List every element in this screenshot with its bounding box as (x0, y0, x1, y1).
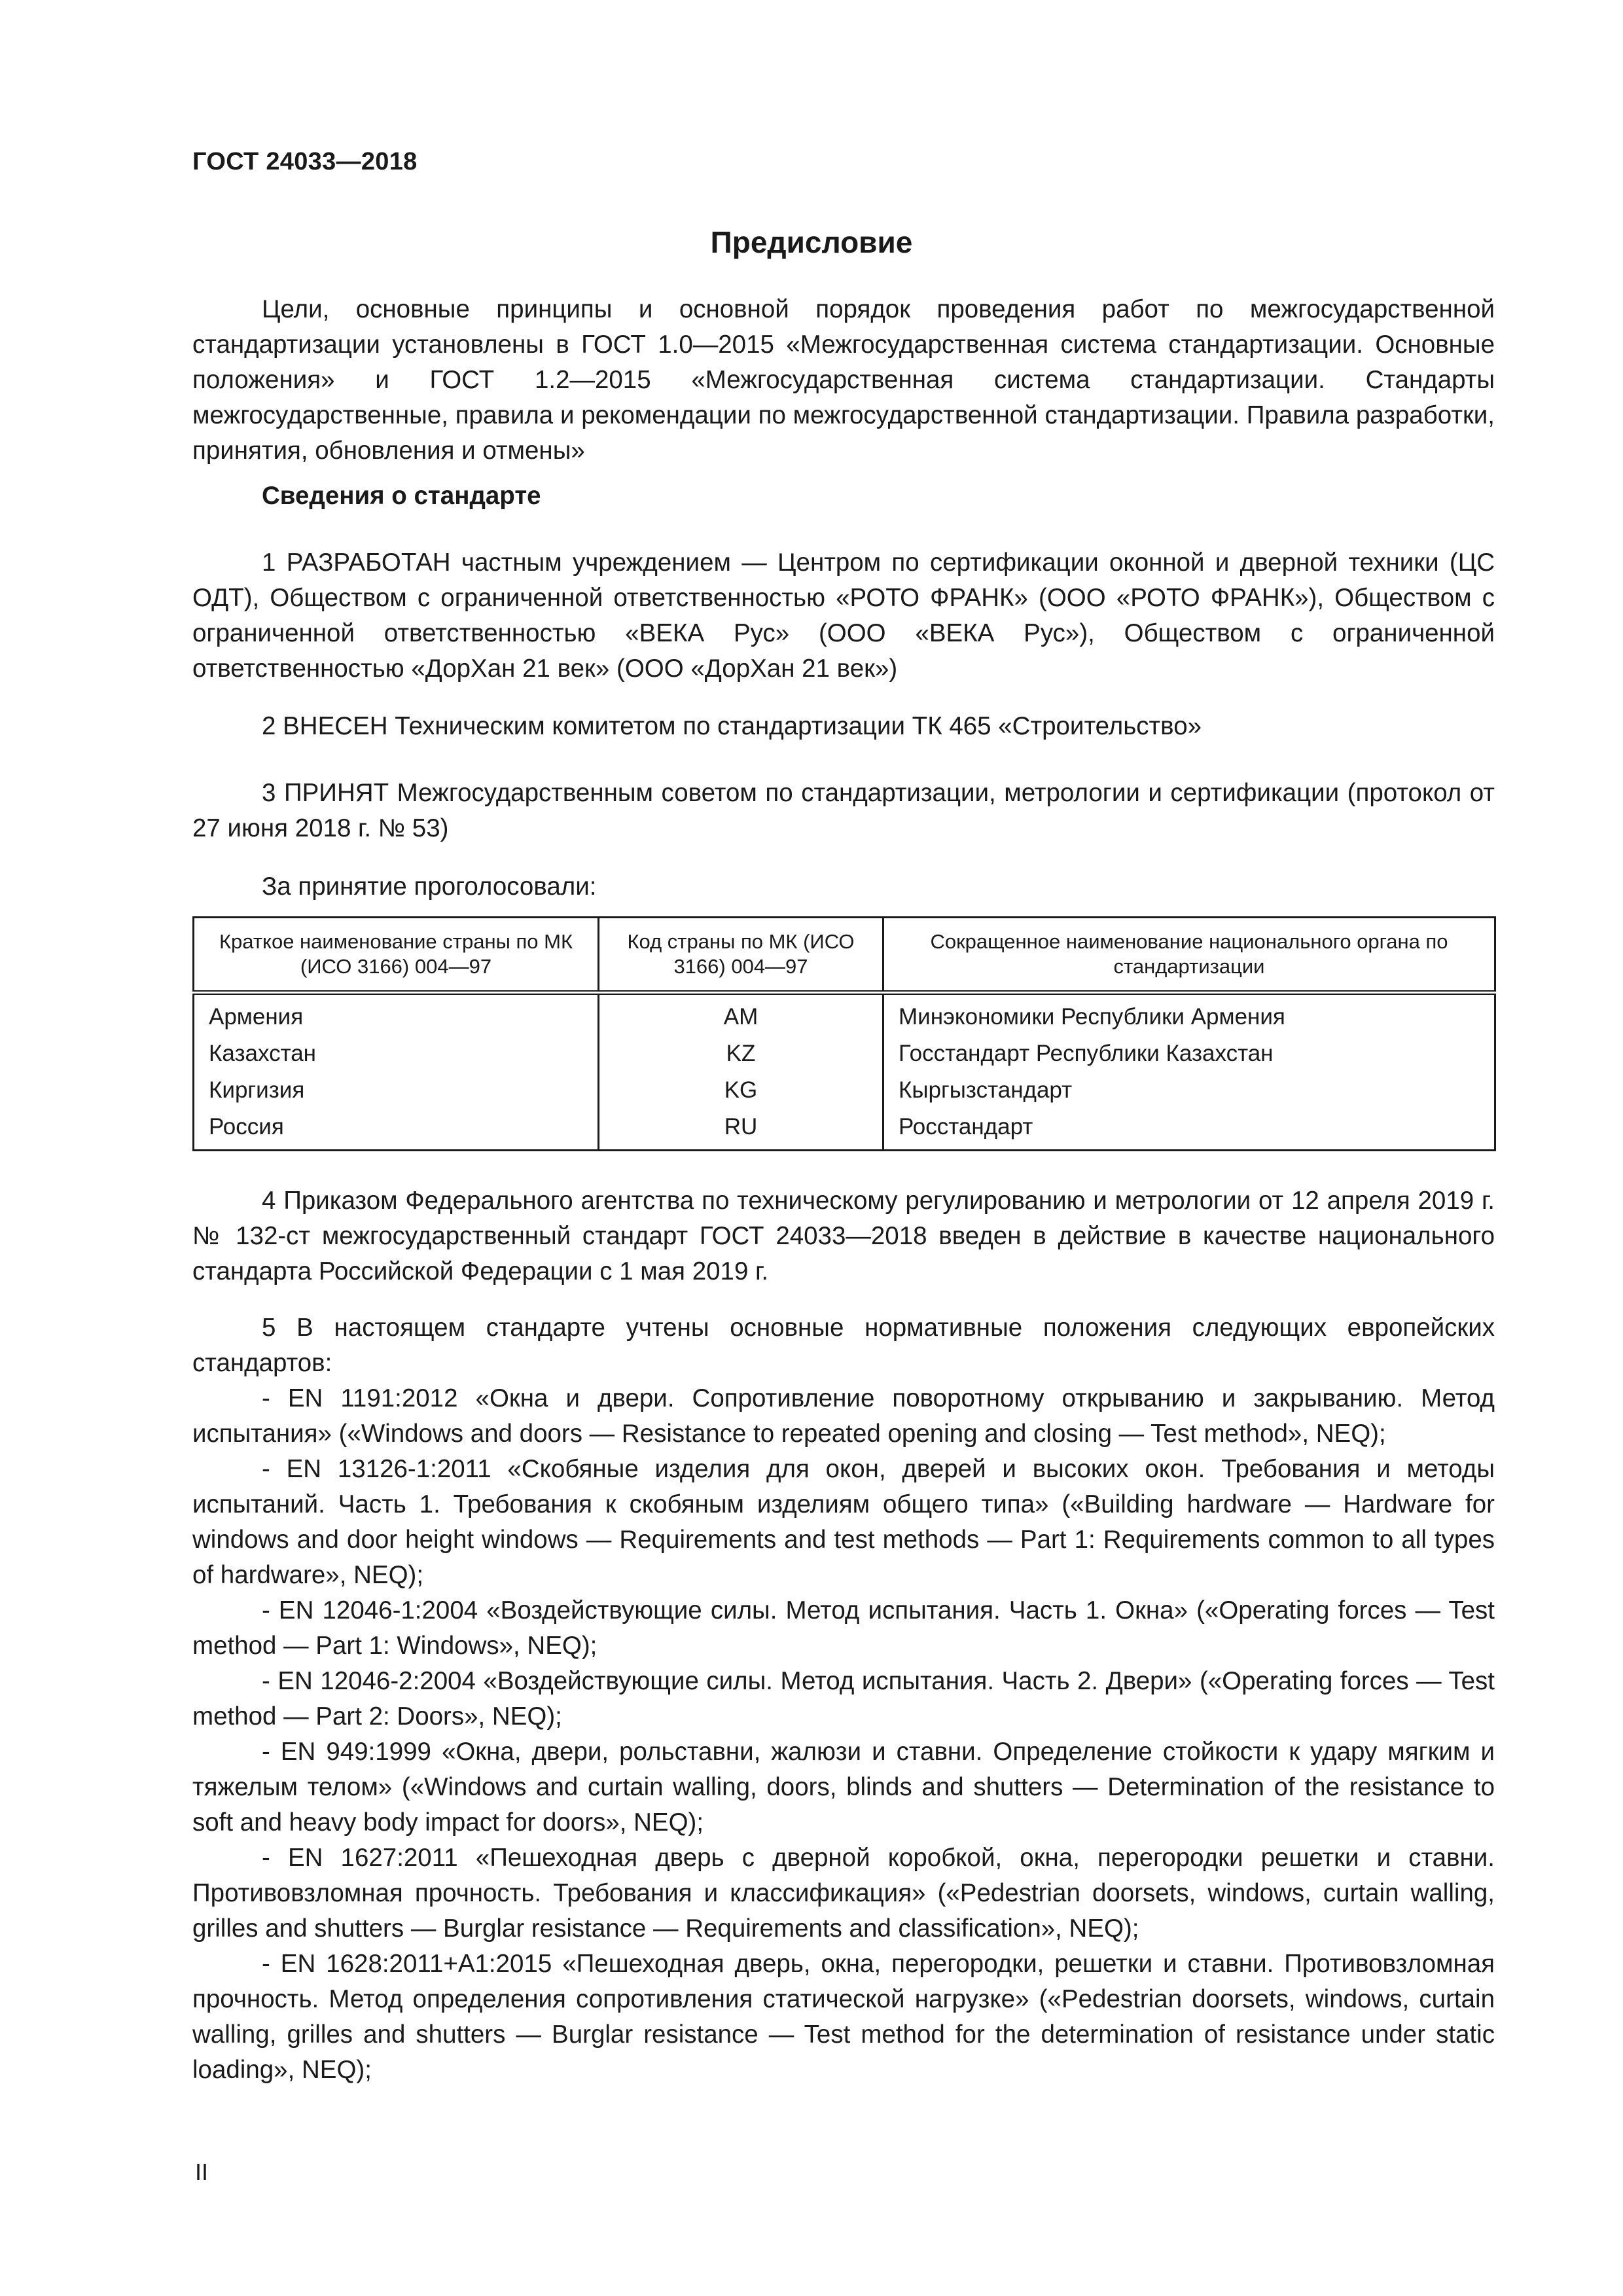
country-name: Россия (194, 1109, 599, 1151)
votes-table (192, 916, 1496, 1151)
intro-section (192, 292, 1495, 469)
item-2 (192, 709, 1495, 744)
page-number: II (195, 2159, 209, 2185)
page-title: Предисловие (710, 225, 913, 259)
item-4-text: 4 Приказом Федерального агентства по техническому регулированию и метрологии от 12 апреля 2019 г. № 132-ст межгосударственный стандарт ГОСТ 24033—2018 введен в действие в качестве национального стандарта Российской Федерации с 1 мая 2019 г. (192, 1187, 1495, 1285)
standard-list-item: - EN 1628:2011+A1:2015 «Пешеходная дверь, окна, перегородки, решетки и ставни. Противовзломная прочность. Метод определения сопротивления статической нагрузке» («Pedestrian doorsets, windows, curtain walling, grilles and shutters — Burglar resistance — Test method for the determination of resistance under static loading», NEQ); (192, 1950, 1495, 2084)
header-standards-body: Сокращенное наименование национального органа по стандартизации (883, 918, 1495, 993)
item-2-text: 2 ВНЕСЕН Техническим комитетом по стандартизации ТК 465 «Строительство» (262, 712, 1202, 740)
table-row (194, 1035, 1495, 1072)
standard-list-item: - EN 1627:2011 «Пешеходная дверь с дверной коробкой, окна, перегородки решетки и ставни. Противовзломная прочность. Требования и классификация» («Pedestrian doorsets, windows, curtain walling, grilles and shutters — Burglar resistance — Requirements and classification», NEQ); (192, 1844, 1495, 1943)
country-code: RU (599, 1109, 883, 1151)
document-code: ГОСТ 24033—2018 (192, 148, 418, 175)
standards-body: Минэкономики Республики Армения (883, 993, 1495, 1036)
table-row (194, 993, 1495, 1036)
item-1-text: 1 РАЗРАБОТАН частным учреждением — Центром по сертификации оконной и дверной техники (ЦС ОДТ), Обществом с ограниченной ответственностью «РОТО ФРАНК» (ООО «РОТО ФРАНК»), Обществом с ограниченной ответственностью «ВЕКА Рус» (ООО «ВЕКА Рус»), Обществом с ограниченной ответственностью «ДорХан 21 век» (ООО «ДорХан 21 век») (192, 548, 1495, 683)
section-heading: Сведения о стандарте (262, 482, 541, 510)
header-country-code: Код страны по МК (ИСО 3166) 004—97 (599, 918, 883, 993)
country-name: Армения (194, 993, 599, 1036)
country-code: AM (599, 993, 883, 1036)
country-code: KZ (599, 1035, 883, 1072)
table-header-row (194, 918, 1495, 993)
intro-paragraph: Цели, основные принципы и основной порядок проведения работ по межгосударственной стандартизации установлены в ГОСТ 1.0—2015 «Межгосударственная система стандартизации. Основные положения» и ГОСТ 1.2—2015 «Межгосударственная система стандартизации. Стандарты межгосударственные, правила и рекомендации по межгосударственной стандартизации. Правила разработки, принятия, обновления и отмены» (192, 295, 1495, 465)
item-3 (192, 776, 1495, 846)
standard-list-item: - EN 1191:2012 «Окна и двери. Сопротивление поворотному открыванию и закрыванию. Метод испытания» («Windows and doors — Resistance to repeated opening and closing — Test method», NEQ); (192, 1384, 1495, 1448)
votes-label: За принятие проголосовали: (262, 872, 597, 901)
item-4 (192, 1183, 1495, 1289)
standards-body: Госстандарт Республики Казахстан (883, 1035, 1495, 1072)
standard-list-item: - EN 12046-2:2004 «Воздействующие силы. Метод испытания. Часть 2. Двери» («Operating forces — Test method — Part 2: Doors», NEQ); (192, 1667, 1495, 1731)
item-3-text: 3 ПРИНЯТ Межгосударственным советом по стандартизации, метрологии и сертификации (протокол от 27 июня 2018 г. № 53) (192, 779, 1495, 842)
item-5-intro: 5 В настоящем стандарте учтены основные нормативные положения следующих европейских стандартов: (192, 1314, 1495, 1377)
item-1 (192, 545, 1495, 687)
standard-list-item: - EN 949:1999 «Окна, двери, рольставни, жалюзи и ставни. Определение стойкости к удару мягким и тяжелым телом» («Windows and curtain walling, doors, blinds and shutters — Determination of the resistance to soft and heavy body impact for doors», NEQ); (192, 1738, 1495, 1837)
header-country-name: Краткое наименование страны по МК (ИСО 3166) 004—97 (194, 918, 599, 993)
country-name: Казахстан (194, 1035, 599, 1072)
item-5 (192, 1310, 1495, 2088)
standards-body: Кыргызстандарт (883, 1072, 1495, 1109)
table-row (194, 1072, 1495, 1109)
table-row (194, 1109, 1495, 1151)
country-code: KG (599, 1072, 883, 1109)
standard-list-item: - EN 12046-1:2004 «Воздействующие силы. Метод испытания. Часть 1. Окна» («Operating forces — Test method — Part 1: Windows», NEQ); (192, 1596, 1495, 1660)
country-name: Киргизия (194, 1072, 599, 1109)
standard-list-item: - EN 13126-1:2011 «Скобяные изделия для окон, дверей и высоких окон. Требования и методы испытаний. Часть 1. Требования к скобяным изделиям общего типа» («Building hardware — Hardware for windows and door height windows — Requirements and test methods — Part 1: Requirements common to all types of hardware», NEQ); (192, 1455, 1495, 1589)
standards-body: Росстандарт (883, 1109, 1495, 1151)
